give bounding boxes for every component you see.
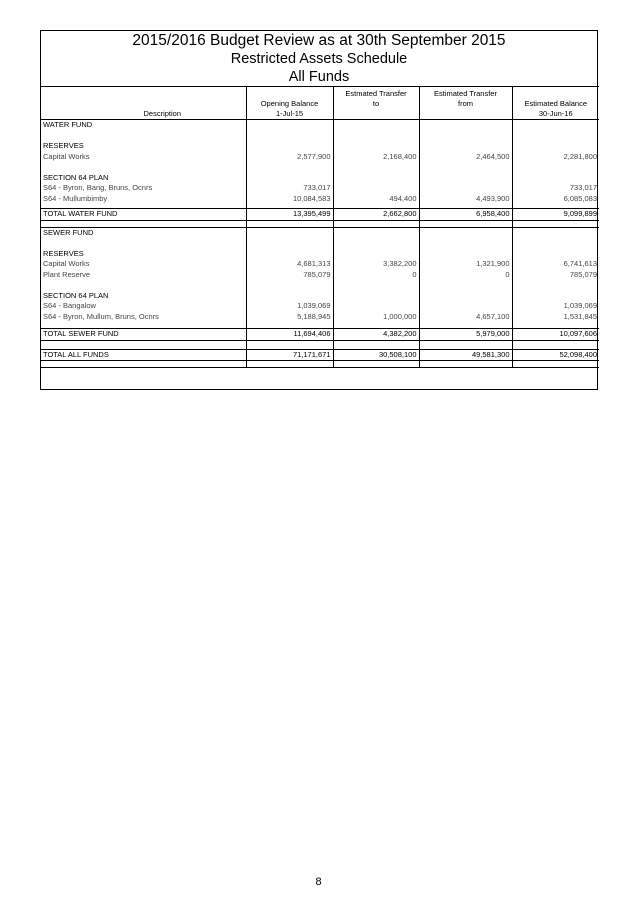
spacer-row [41,340,599,349]
separator-row [41,220,599,227]
table-row: Capital Works 4,681,313 3,382,200 1,321,900 6,741,613 [43,259,597,268]
section-heading-row: WATER FUND [41,120,599,131]
table-row: S64 - Bangalow 1,039,069 1,039,069 [43,301,597,310]
water-fund-section [41,120,599,228]
table-row: Capital Works 2,577,900 2,168,400 2,464,500 2,281,800 [43,151,597,161]
subheading-row: RESERVES [41,141,599,152]
subheading-row: SECTION 64 PLAN [41,291,599,302]
report-title: 2015/2016 Budget Review as at 30th September 2015 [132,32,506,49]
spacer-row [41,238,599,249]
table-row: Plant Reserve 785,079 0 0 785,079 [43,269,597,279]
transfer-from-header: Estimated Transfer from [419,87,512,120]
page-number: 8 [315,876,322,888]
estimated-balance-header: Estimated Balance 30-Jun-16 [512,87,599,120]
all-funds-total-row: TOTAL ALL FUNDS 71,171,671 30,508,100 49,581,300 52,098,400 [43,349,597,359]
spacer-row [41,162,599,173]
header-row [41,87,599,120]
sewer-total-row: TOTAL SEWER FUND 11,694,406 4,382,200 5,979,000 10,097,606 [43,329,597,338]
table-row: S64 - Byron, Mullum, Bruns, Ocnrs 5,188,945 1,000,000 4,657,100 1,531,845 [43,311,597,321]
spacer-row [41,131,599,142]
table-row: S64 - Mullumbimby 10,084,583 494,400 4,493,900 6,085,083 [43,193,597,203]
water-total-row: TOTAL WATER FUND 13,395,499 2,662,800 6,958,400 9,099,899 [43,209,597,218]
report-subtitle: Restricted Assets Schedule [230,51,408,67]
schedule-sheet [40,30,598,390]
report-scope: All Funds [288,69,350,85]
table-row: S64 - Byron, Bang, Bruns, Ocnrs 733,017 733,017 [43,183,597,192]
restricted-assets-table [41,86,599,368]
opening-balance-header: Opening Balance 1-Jul-15 [246,87,333,120]
subheading-row: SECTION 64 PLAN [41,173,599,184]
title-block [41,32,597,86]
description-header: Description [41,87,246,120]
subheading-row: RESERVES [41,249,599,260]
transfer-to-header: Estmated Transfer to [333,87,419,120]
section-heading-row: SEWER FUND [41,227,599,238]
spacer-row [41,280,599,291]
separator-row [41,361,599,368]
sewer-fund-section [41,227,599,368]
